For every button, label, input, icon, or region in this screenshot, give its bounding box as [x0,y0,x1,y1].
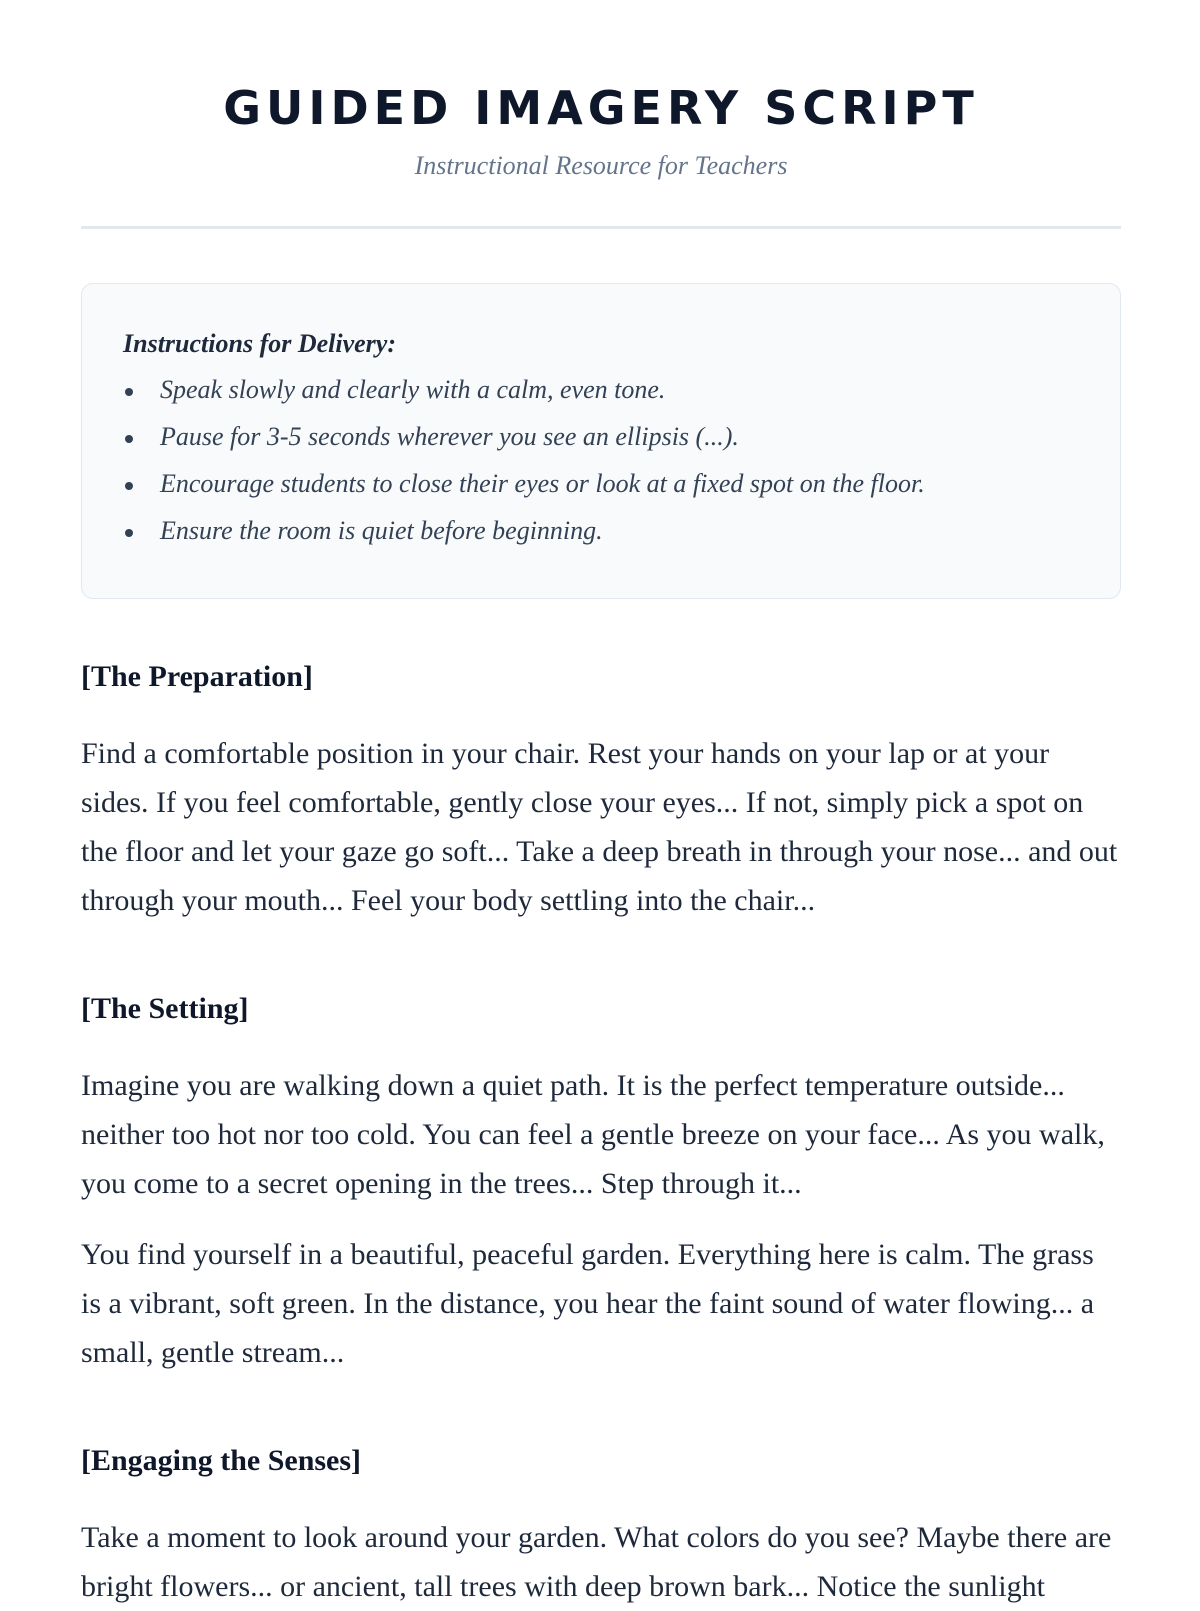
list-item-text: Pause for 3-5 seconds wherever you see an ellipsis (...). [160,422,739,451]
list-item-text: Speak slowly and clearly with a calm, even tone. [160,375,666,404]
list-item [123,468,1080,500]
section-heading-preparation: [The Preparation] [81,660,313,693]
bullet-icon [125,482,133,490]
bullet-icon [125,435,133,443]
paragraph-setting-garden: You find yourself in a beautiful, peaceful garden. Everything here is calm. The grass is a vibrant, soft green. In the distance, you hear the faint sound of water flowing... a small, gentle stream... [81,1238,1095,1369]
section-heading-setting: [The Setting] [81,992,249,1025]
list-item [123,374,1080,406]
list-item-text: Ensure the room is quiet before beginning. [160,516,603,545]
bullet-icon [125,529,133,537]
list-item [123,515,1080,547]
instructions-list [123,374,1080,547]
section-heading-senses: [Engaging the Senses] [81,1444,362,1477]
page-title: GUIDED IMAGERY SCRIPT [223,81,979,135]
list-item-text: Encourage students to close their eyes or look at a fixed spot on the floor. [160,469,925,498]
bullet-icon [125,388,133,396]
instructions-heading: Instructions for Delivery: [123,329,396,358]
instructions-box [81,283,1121,599]
paragraph-preparation: Find a comfortable position in your chair. Rest your hands on your lap or at your sides. If you feel comfortable, gently close your eyes... If not, simply pick a spot on the floor and let your gaze go soft... Take a deep breath in through your nose... and out through your mouth... Feel your body settling into the chair... [81,737,1118,917]
paragraph-senses: Take a moment to look around your garden. What colors do you see? Maybe there are bright flowers... or ancient, tall trees with deep brown bark... Notice the sunlight [81,1521,1112,1603]
list-item [123,421,1080,453]
paragraph-setting-path: Imagine you are walking down a quiet path. It is the perfect temperature outside... neither too hot nor too cold. You can feel a gentle breeze on your face... As you walk, you come to a secret opening in the trees... Step through it... [81,1069,1105,1200]
page-subtitle: Instructional Resource for Teachers [414,151,788,180]
document-page [81,0,1121,1611]
title-divider [81,226,1121,229]
